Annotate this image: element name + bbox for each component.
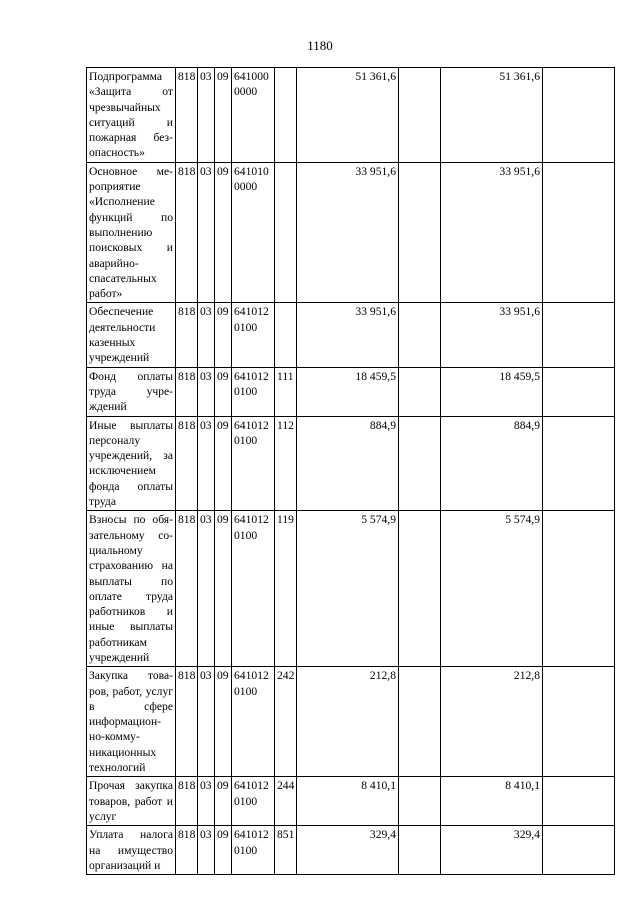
- target-article-cell: 6410120100: [232, 667, 275, 777]
- section-cell: 03: [198, 511, 215, 667]
- expense-type-cell: 242: [275, 667, 297, 777]
- amount-cell-3: 884,9: [441, 416, 543, 511]
- amount-cell-4: [543, 68, 615, 163]
- target-article-cell: 6410120100: [232, 777, 275, 826]
- grbs-cell: 818: [176, 303, 198, 367]
- expense-type-cell: 851: [275, 826, 297, 875]
- page-number: 1180: [307, 38, 333, 53]
- table-row: [87, 416, 615, 511]
- grbs-cell: 818: [176, 162, 198, 303]
- section-cell: 03: [198, 416, 215, 511]
- amount-cell-1: 8 410,1: [297, 777, 399, 826]
- budget-table-body: [87, 68, 615, 875]
- item-name-cell: Уплата налога на имущество организаций и: [87, 826, 176, 875]
- table-row: [87, 667, 615, 777]
- expense-type-cell: [275, 68, 297, 163]
- expense-type-cell: 119: [275, 511, 297, 667]
- amount-cell-4: [543, 826, 615, 875]
- amount-cell-4: [543, 416, 615, 511]
- amount-cell-4: [543, 511, 615, 667]
- section-cell: 03: [198, 68, 215, 163]
- item-name-cell: Прочая закупка товаров, работ и услуг: [87, 777, 176, 826]
- table-row: [87, 162, 615, 303]
- amount-cell-2: [399, 777, 441, 826]
- section-cell: 03: [198, 303, 215, 367]
- amount-cell-2: [399, 511, 441, 667]
- amount-cell-3: 212,8: [441, 667, 543, 777]
- amount-cell-1: 51 361,6: [297, 68, 399, 163]
- amount-cell-4: [543, 667, 615, 777]
- amount-cell-4: [543, 162, 615, 303]
- subsection-cell: 09: [215, 667, 232, 777]
- subsection-cell: 09: [215, 777, 232, 826]
- amount-cell-1: 33 951,6: [297, 303, 399, 367]
- amount-cell-1: 18 459,5: [297, 367, 399, 416]
- item-name-cell: Иные выплаты персоналу учреждений, за исключением фонда оплаты труда: [87, 416, 176, 511]
- grbs-cell: 818: [176, 667, 198, 777]
- grbs-cell: 818: [176, 777, 198, 826]
- amount-cell-2: [399, 303, 441, 367]
- amount-cell-3: 8 410,1: [441, 777, 543, 826]
- grbs-cell: 818: [176, 826, 198, 875]
- amount-cell-1: 884,9: [297, 416, 399, 511]
- amount-cell-2: [399, 367, 441, 416]
- amount-cell-1: 33 951,6: [297, 162, 399, 303]
- section-cell: 03: [198, 777, 215, 826]
- table-row: [87, 367, 615, 416]
- amount-cell-3: 33 951,6: [441, 162, 543, 303]
- amount-cell-1: 329,4: [297, 826, 399, 875]
- item-name-cell: Закупка това-ров, работ, услуг в сфере информацион-но-комму-никационных технологий: [87, 667, 176, 777]
- amount-cell-3: 329,4: [441, 826, 543, 875]
- target-article-cell: 6410120100: [232, 303, 275, 367]
- expense-type-cell: [275, 162, 297, 303]
- table-row: [87, 303, 615, 367]
- section-cell: 03: [198, 667, 215, 777]
- amount-cell-4: [543, 777, 615, 826]
- grbs-cell: 818: [176, 511, 198, 667]
- expense-type-cell: 112: [275, 416, 297, 511]
- amount-cell-3: 18 459,5: [441, 367, 543, 416]
- target-article-cell: 6410120100: [232, 416, 275, 511]
- grbs-cell: 818: [176, 367, 198, 416]
- table-row: [87, 826, 615, 875]
- section-cell: 03: [198, 162, 215, 303]
- grbs-cell: 818: [176, 416, 198, 511]
- expense-type-cell: 244: [275, 777, 297, 826]
- amount-cell-1: 5 574,9: [297, 511, 399, 667]
- subsection-cell: 09: [215, 416, 232, 511]
- table-row: [87, 777, 615, 826]
- amount-cell-2: [399, 826, 441, 875]
- amount-cell-1: 212,8: [297, 667, 399, 777]
- item-name-cell: Подпрограмма «Защита от чрезвычайных ситуаций и пожарная без-опасность»: [87, 68, 176, 163]
- target-article-cell: 6410100000: [232, 162, 275, 303]
- subsection-cell: 09: [215, 367, 232, 416]
- target-article-cell: 6410120100: [232, 367, 275, 416]
- expense-type-cell: 111: [275, 367, 297, 416]
- budget-table: [86, 67, 615, 875]
- amount-cell-2: [399, 667, 441, 777]
- amount-cell-3: 33 951,6: [441, 303, 543, 367]
- table-row: [87, 511, 615, 667]
- target-article-cell: 6410120100: [232, 826, 275, 875]
- amount-cell-4: [543, 367, 615, 416]
- subsection-cell: 09: [215, 68, 232, 163]
- table-row: [87, 68, 615, 163]
- amount-cell-3: 5 574,9: [441, 511, 543, 667]
- item-name-cell: Фонд оплаты труда учре-ждений: [87, 367, 176, 416]
- item-name-cell: Взносы по обя-зательному со-циальному страхованию на выплаты по оплате труда работников и иные выплаты работникам учреждений: [87, 511, 176, 667]
- amount-cell-2: [399, 68, 441, 163]
- subsection-cell: 09: [215, 511, 232, 667]
- amount-cell-3: 51 361,6: [441, 68, 543, 163]
- item-name-cell: Обеспечение деятельности казенных учреждений: [87, 303, 176, 367]
- amount-cell-2: [399, 162, 441, 303]
- target-article-cell: 6410120100: [232, 511, 275, 667]
- amount-cell-4: [543, 303, 615, 367]
- section-cell: 03: [198, 367, 215, 416]
- expense-type-cell: [275, 303, 297, 367]
- target-article-cell: 6410000000: [232, 68, 275, 163]
- subsection-cell: 09: [215, 162, 232, 303]
- subsection-cell: 09: [215, 826, 232, 875]
- grbs-cell: 818: [176, 68, 198, 163]
- amount-cell-2: [399, 416, 441, 511]
- subsection-cell: 09: [215, 303, 232, 367]
- item-name-cell: Основное ме-роприятие «Исполнение функций по выполнению поисковых и аварийно-спасательных работ»: [87, 162, 176, 303]
- section-cell: 03: [198, 826, 215, 875]
